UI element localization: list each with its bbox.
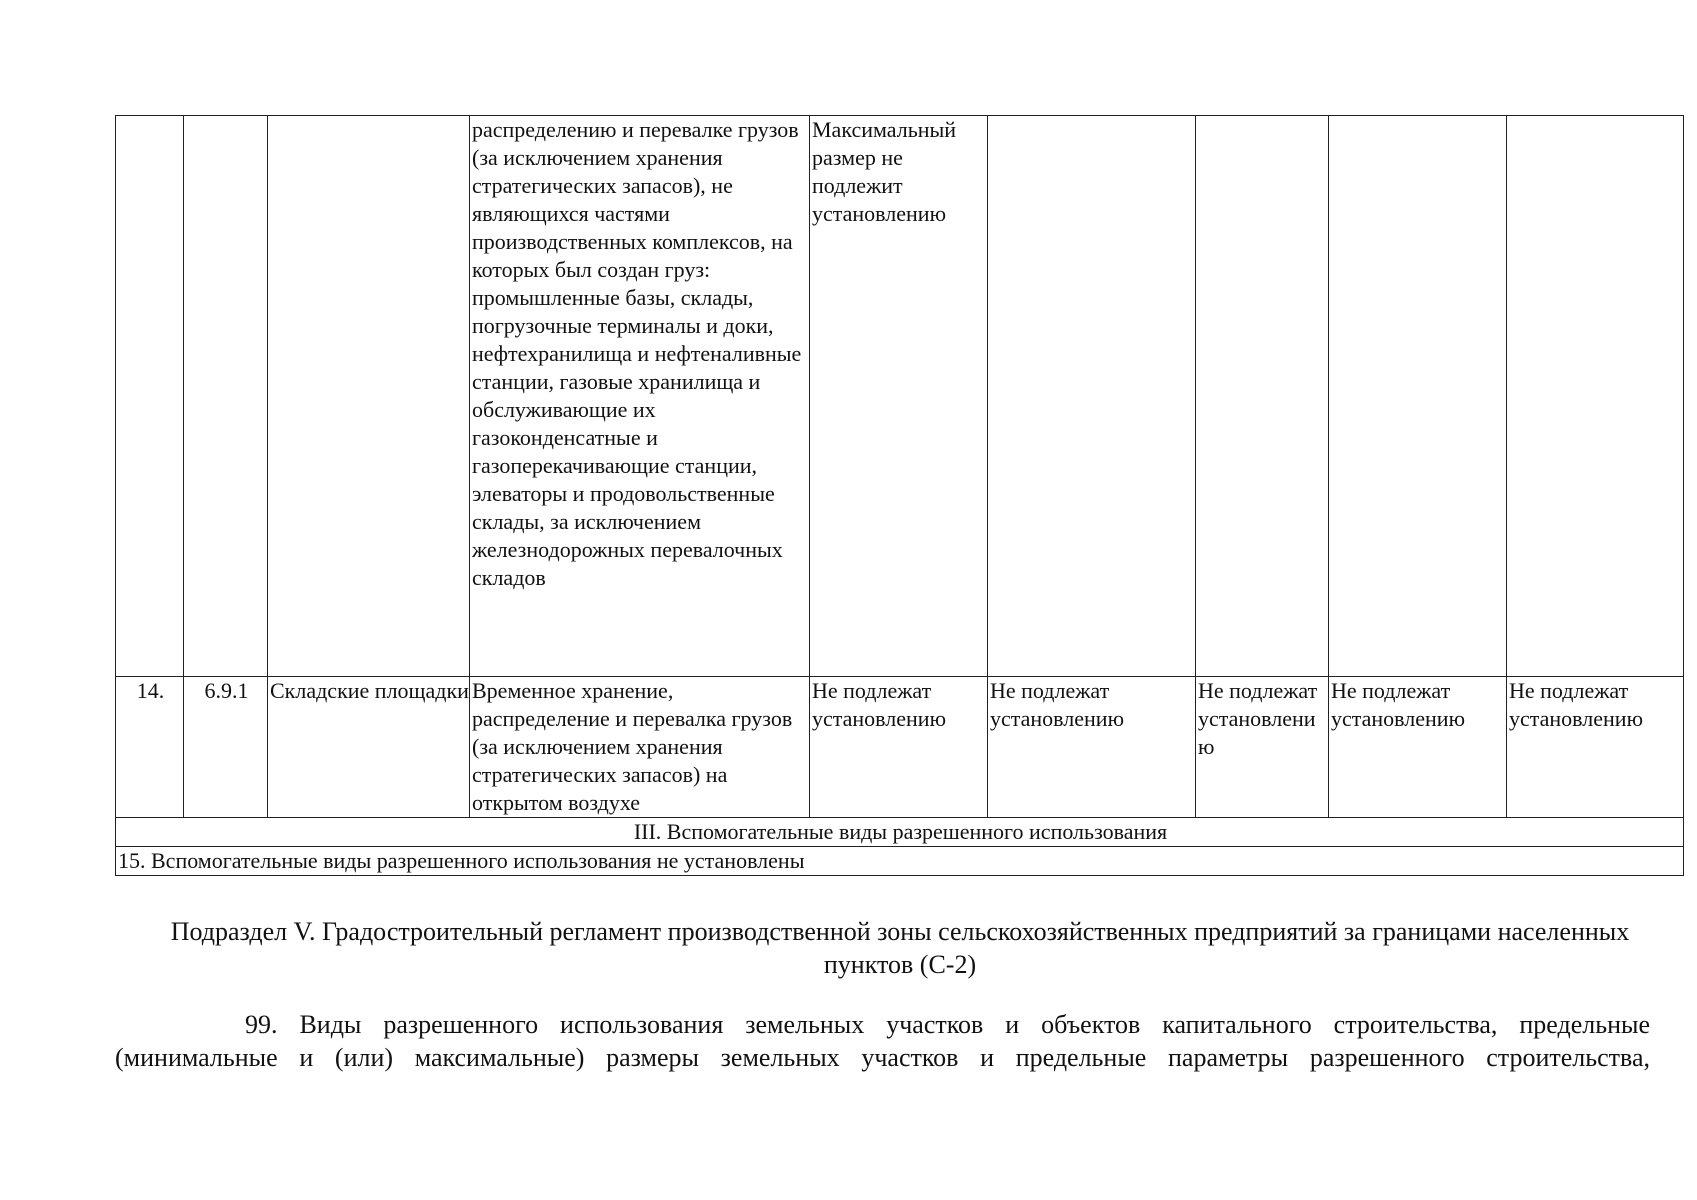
cell-row-description: Временное хранение, распределение и перевалка грузов (за исключением хранения стратегических запасов) на открытом воздухе (470, 677, 810, 818)
table-row-15 (116, 847, 1684, 876)
cell-row-col8: Не подлежат установлению (1329, 677, 1507, 818)
cell-size: Максимальный размер не подлежит установлению (810, 116, 988, 677)
table-row-continuation (116, 116, 1684, 677)
cell-row-col6: Не подлежат установлению (988, 677, 1196, 818)
section-header: III. Вспомогательные виды разрешенного использования (116, 818, 1684, 847)
table-row-14 (116, 677, 1684, 818)
cell-description: распределению и перевалке грузов (за исключением хранения стратегических запасов), не являющихся частями производственных комплексов, на которых был создан груз: промышленные базы, склады, погрузочные терминалы и доки, нефтехранилища и нефтеналивные станции, газовые хранилища и обслуживающие их газоконденсатные и газоперекачивающие станции, элеваторы и продовольственные склады, за исключением железнодорожных перевалочных складов (470, 116, 810, 677)
subsection-title: Подраздел V. Градостроительный регламент производственной зоны сельскохозяйственных предприятий за границами населенных пунктов (С-2) (170, 917, 1630, 979)
cell-code-empty (184, 116, 268, 677)
cell-row-name: Складские площадки (268, 677, 470, 818)
cell-row-code: 6.9.1 (184, 677, 268, 818)
cell-empty-8 (1329, 116, 1507, 677)
row-15-note: 15. Вспомогательные виды разрешенного использования не установлены (116, 847, 1684, 876)
table-section-header-row (116, 818, 1684, 847)
cell-empty-7 (1196, 116, 1329, 677)
cell-empty-6 (988, 116, 1196, 677)
cell-name-empty (268, 116, 470, 677)
regulation-table (115, 115, 1684, 876)
cell-row-col9: Не подлежат установлению (1507, 677, 1684, 818)
cell-empty-9 (1507, 116, 1684, 677)
cell-row-col5: Не подлежат установлению (810, 677, 988, 818)
cell-row-number: 14. (116, 677, 184, 818)
cell-row-col7: Не подлежат установлени ю (1196, 677, 1329, 818)
paragraph-99: 99. Виды разрешенного использования земельных участков и объектов капитального строительства, предельные (минимальные и (или) максимальные) размеры земельных участков и предельные параметры разрешенного строительства, (115, 1010, 1650, 1072)
cell-number-empty (116, 116, 184, 677)
